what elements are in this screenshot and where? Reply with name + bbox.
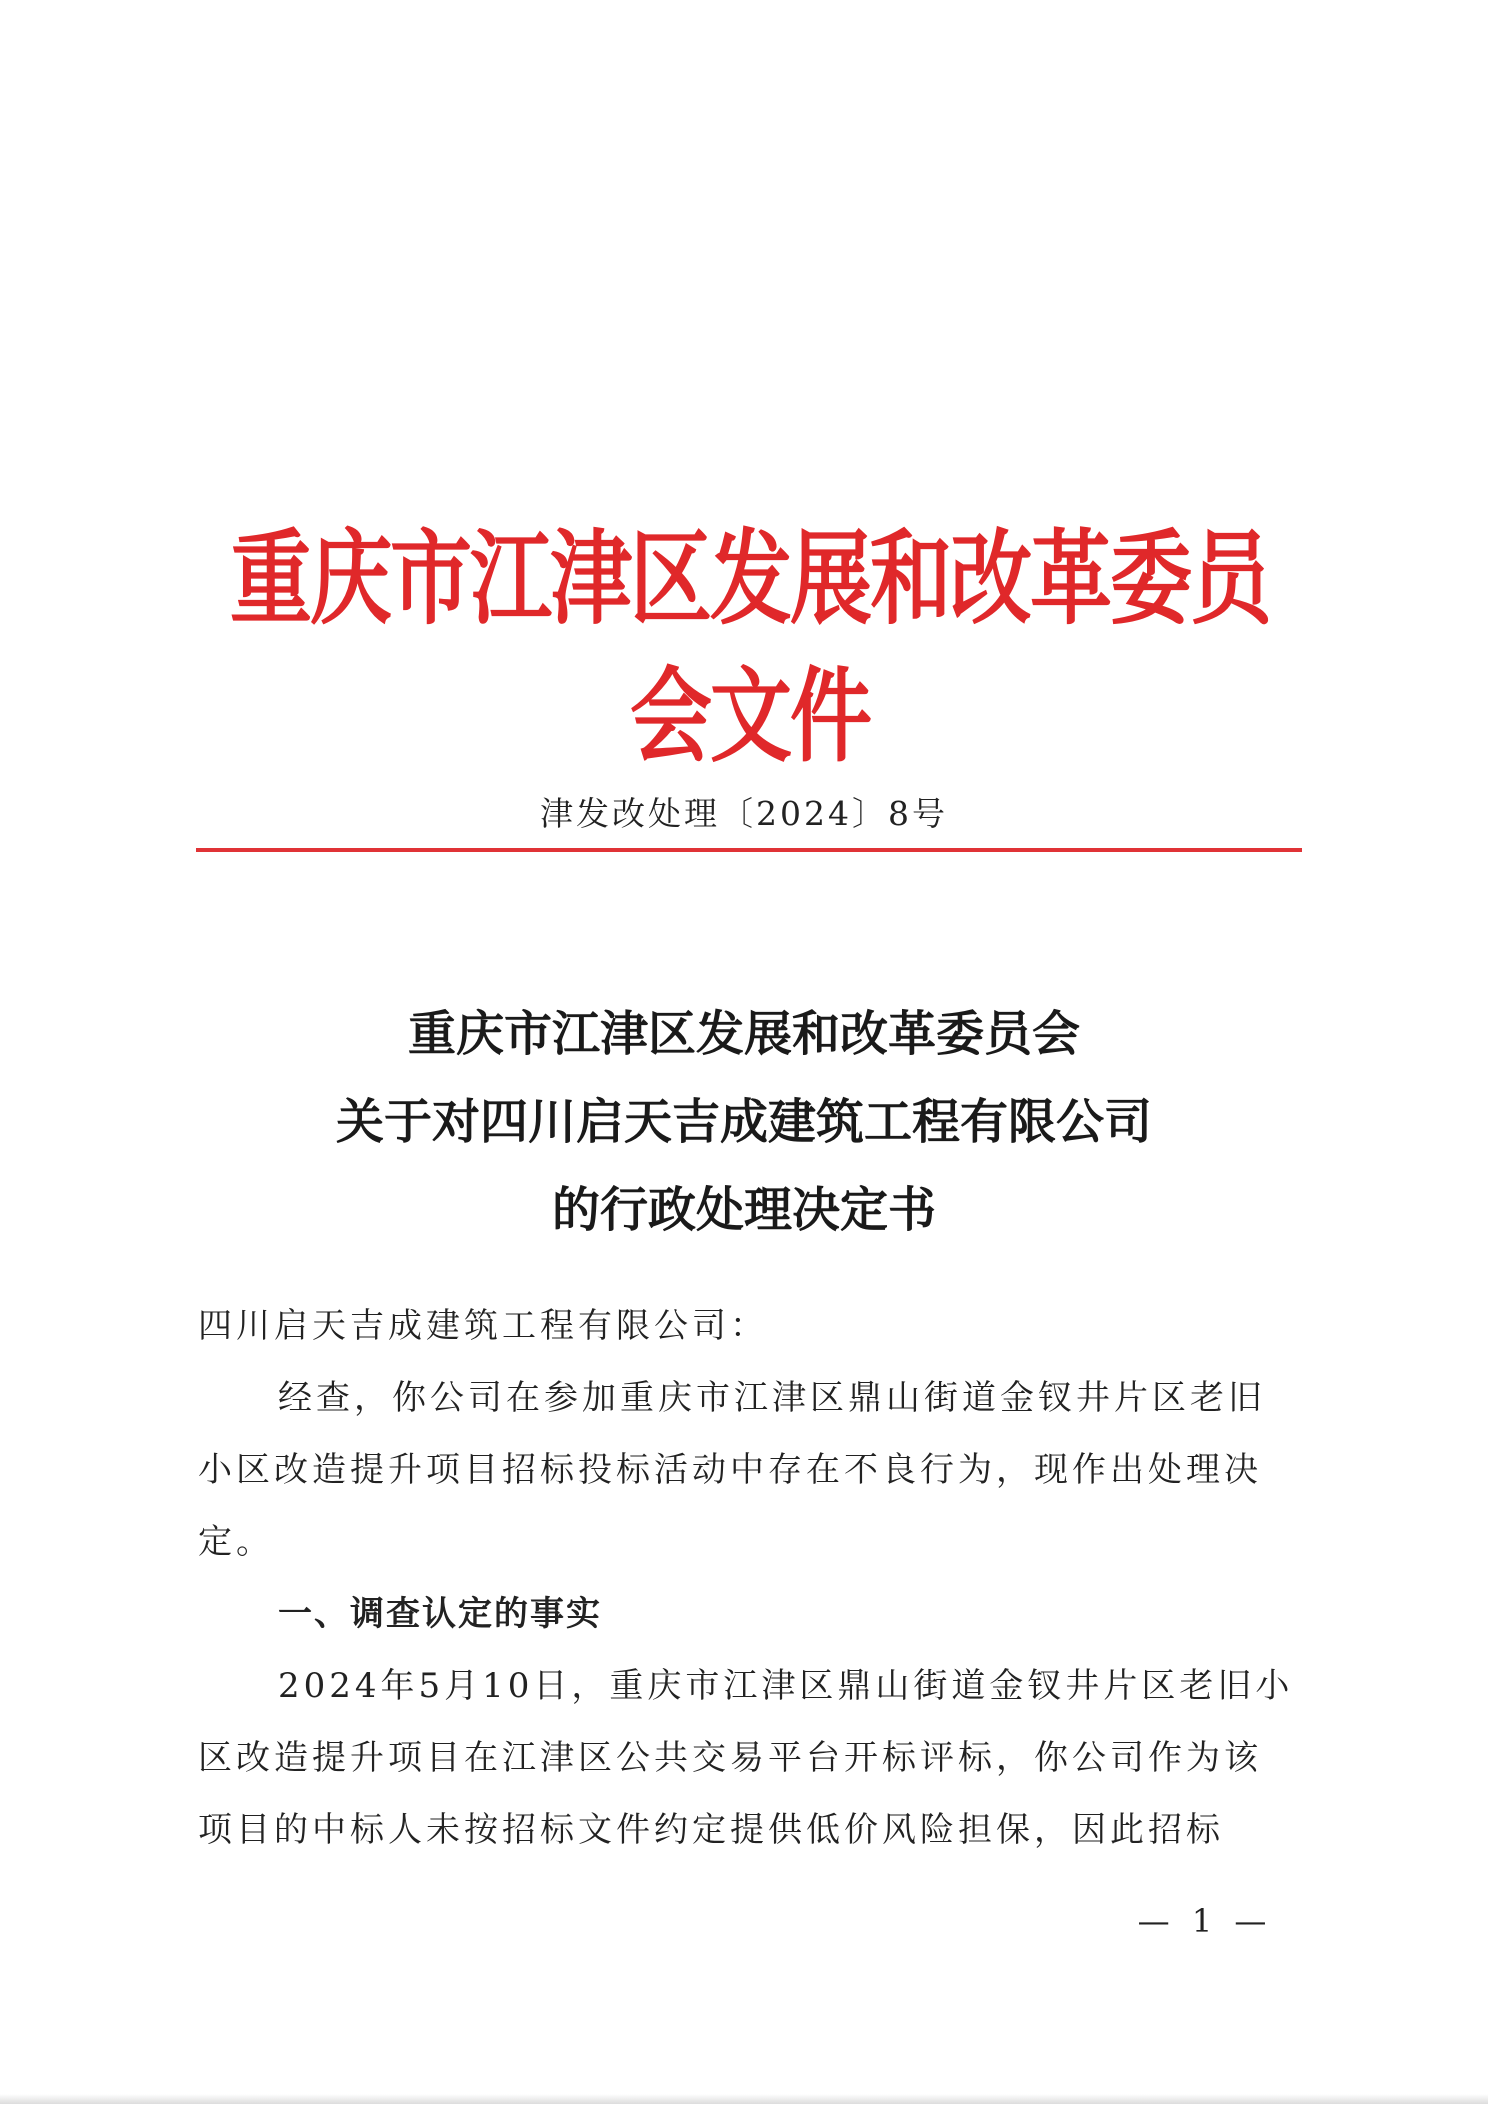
- masthead-title: 重庆市江津区发展和改革委员会文件: [229, 518, 1270, 777]
- document-body: [198, 1290, 1298, 1866]
- red-divider-line: [196, 848, 1302, 852]
- title-line-2: 关于对四川启天吉成建筑工程有限公司: [335, 1094, 1152, 1150]
- scan-edge-shadow: [0, 2094, 1488, 2104]
- document-number: 津发改处理〔2024〕8号: [540, 794, 948, 833]
- document-title: [0, 990, 1488, 1254]
- addressee: 四川启天吉成建筑工程有限公司：: [198, 1306, 768, 1346]
- title-line-3: 的行政处理决定书: [551, 1182, 936, 1238]
- title-line-1: 重庆市江津区发展和改革委员会: [407, 1006, 1080, 1062]
- page-number: — 1 —: [1137, 1902, 1273, 1940]
- paragraph-facts: 2024年5月10日，重庆市江津区鼎山街道金钗井片区老旧小区改造提升项目在江津区公共交易平台开标评标，你公司作为该项目的中标人未按招标文件约定提供低价风险担保，因此招标: [198, 1666, 1294, 1850]
- paragraph-intro: 经查，你公司在参加重庆市江津区鼎山街道金钗井片区老旧小区改造提升项目招标投标活动中存在不良行为，现作出处理决定。: [198, 1378, 1266, 1562]
- section-heading-facts: 一、调查认定的事实: [278, 1594, 602, 1634]
